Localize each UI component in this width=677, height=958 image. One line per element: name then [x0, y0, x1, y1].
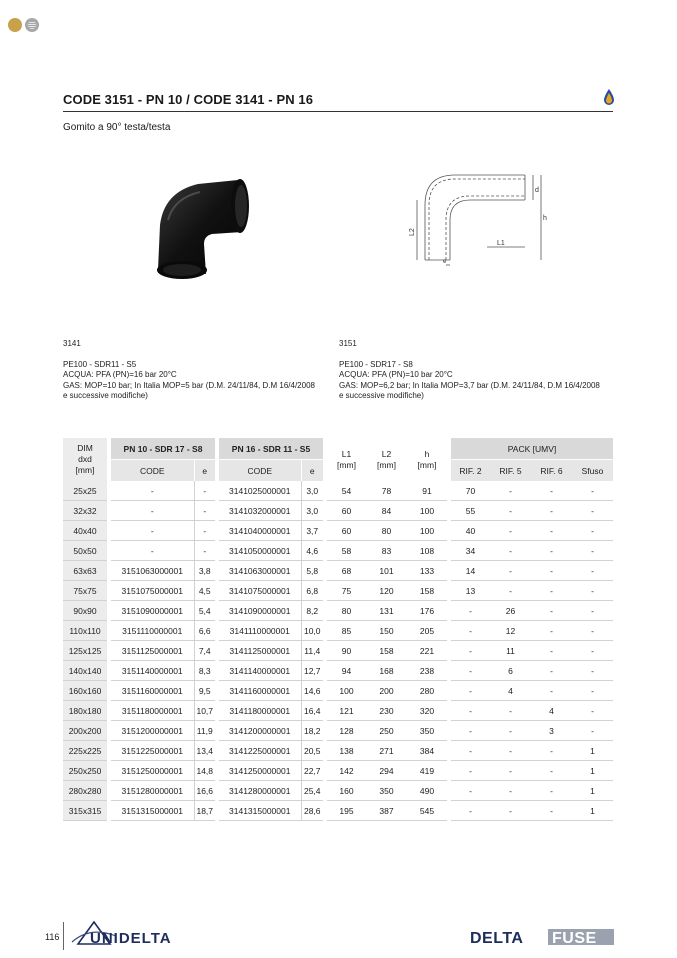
- pack-col-header: Sfuso: [572, 460, 613, 482]
- table-row: [63, 581, 613, 601]
- table-cell: 250x250: [63, 761, 109, 781]
- table-cell: 271: [366, 741, 407, 761]
- table-cell: 545: [407, 801, 449, 821]
- table-cell: 3141090000001: [217, 601, 301, 621]
- elbow-fitting-photo: [150, 170, 285, 280]
- table-cell: 3141180000001: [217, 701, 301, 721]
- table-cell: 238: [407, 661, 449, 681]
- page-number: 116: [45, 932, 60, 942]
- h-header: h [mm]: [407, 438, 449, 481]
- table-row: [63, 681, 613, 701]
- table-cell: 3151200000001: [109, 721, 194, 741]
- table-cell: 121: [325, 701, 366, 721]
- table-cell: -: [490, 721, 531, 741]
- page-number-divider: [63, 922, 64, 950]
- table-cell: 16,4: [301, 701, 325, 721]
- table-cell: -: [490, 581, 531, 601]
- table-cell: 280: [407, 681, 449, 701]
- unidelta-logo: [70, 918, 210, 948]
- table-cell: 11,9: [194, 721, 217, 741]
- table-cell: 58: [325, 541, 366, 561]
- table-cell: 25,4: [301, 781, 325, 801]
- table-cell: 3141025000001: [217, 481, 301, 501]
- table-cell: 100: [407, 501, 449, 521]
- table-cell: 200x200: [63, 721, 109, 741]
- table-cell: 12,7: [301, 661, 325, 681]
- table-cell: 3141315000001: [217, 801, 301, 821]
- table-cell: -: [490, 741, 531, 761]
- table-cell: -: [572, 701, 613, 721]
- table-cell: 14,6: [301, 681, 325, 701]
- table-cell: 4,6: [301, 541, 325, 561]
- spec-line: ACQUA: PFA (PN)=10 bar 20°C: [339, 370, 453, 379]
- table-cell: 150: [366, 621, 407, 641]
- table-row: [63, 561, 613, 581]
- table-cell: 100: [325, 681, 366, 701]
- table-cell: 3141200000001: [217, 721, 301, 741]
- page-title: CODE 3151 - PN 10 / CODE 3141 - PN 16: [63, 92, 314, 107]
- table-cell: 3141140000001: [217, 661, 301, 681]
- table-cell: 168: [366, 661, 407, 681]
- table-cell: 160x160: [63, 681, 109, 701]
- group-pn10-header: PN 10 - SDR 17 - S8: [109, 438, 217, 460]
- table-cell: -: [490, 801, 531, 821]
- table-cell: -: [531, 621, 572, 641]
- table-row: [63, 761, 613, 781]
- table-cell: -: [572, 521, 613, 541]
- table-cell: 70: [449, 481, 490, 501]
- pack-col-header: RIF. 6: [531, 460, 572, 482]
- table-cell: 90x90: [63, 601, 109, 621]
- table-row: [63, 481, 613, 501]
- table-cell: 54: [325, 481, 366, 501]
- pack-header: PACK [UMV]: [449, 438, 613, 460]
- table-body: [63, 481, 613, 821]
- table-cell: -: [194, 541, 217, 561]
- table-cell: 90: [325, 641, 366, 661]
- table-cell: 3141032000001: [217, 501, 301, 521]
- table-cell: 158: [407, 581, 449, 601]
- table-cell: 60: [325, 521, 366, 541]
- table-cell: -: [490, 781, 531, 801]
- table-cell: 12: [490, 621, 531, 641]
- table-cell: 133: [407, 561, 449, 581]
- table-cell: -: [109, 521, 194, 541]
- table-cell: 63x63: [63, 561, 109, 581]
- table-row: [63, 741, 613, 761]
- table-cell: 160: [325, 781, 366, 801]
- table-cell: -: [194, 481, 217, 501]
- dim-l1-label: L1: [497, 240, 505, 247]
- table-cell: 176: [407, 601, 449, 621]
- table-cell: -: [531, 501, 572, 521]
- table-cell: 11: [490, 641, 531, 661]
- pack-col-header: RIF. 2: [449, 460, 490, 482]
- table-cell: 4: [490, 681, 531, 701]
- table-cell: 3141225000001: [217, 741, 301, 761]
- unidelta-logo-text: UNIDELTA: [90, 930, 172, 947]
- deltafuse-logo-text-b: FUSE: [552, 930, 597, 946]
- table-cell: 22,7: [301, 761, 325, 781]
- table-cell: 3151160000001: [109, 681, 194, 701]
- table-row: [63, 601, 613, 621]
- table-cell: 3141160000001: [217, 681, 301, 701]
- table-cell: -: [449, 601, 490, 621]
- table-cell: 158: [366, 641, 407, 661]
- table-cell: 384: [407, 741, 449, 761]
- dim-l2-label: L2: [409, 228, 416, 236]
- table-cell: 315x315: [63, 801, 109, 821]
- spec-code: 3141: [63, 339, 81, 348]
- dim-d-label: d: [535, 187, 539, 194]
- table-cell: 3,0: [301, 481, 325, 501]
- group-pn16-header: PN 16 - SDR 11 - S5: [217, 438, 325, 460]
- table-cell: -: [531, 521, 572, 541]
- title-divider: [63, 111, 613, 112]
- table-cell: -: [490, 501, 531, 521]
- dim-header: DIM dxd [mm]: [63, 438, 109, 481]
- table-cell: 32x32: [63, 501, 109, 521]
- table-cell: -: [531, 661, 572, 681]
- table-cell: 128: [325, 721, 366, 741]
- table-cell: 16,6: [194, 781, 217, 801]
- spec-line: ACQUA: PFA (PN)=16 bar 20°C: [63, 370, 177, 379]
- table-cell: 320: [407, 701, 449, 721]
- table-cell: 55: [449, 501, 490, 521]
- table-cell: -: [531, 741, 572, 761]
- table-cell: 3151180000001: [109, 701, 194, 721]
- table-cell: 5,4: [194, 601, 217, 621]
- e-header: e: [194, 460, 217, 482]
- table-cell: 195: [325, 801, 366, 821]
- table-cell: 6: [490, 661, 531, 681]
- table-cell: -: [572, 721, 613, 741]
- table-cell: -: [109, 501, 194, 521]
- spec-block-3151: [339, 339, 600, 402]
- table-cell: 3151250000001: [109, 761, 194, 781]
- spec-block-3141: [63, 339, 315, 402]
- table-cell: 3,7: [301, 521, 325, 541]
- table-cell: 221: [407, 641, 449, 661]
- table-cell: 1: [572, 741, 613, 761]
- table-cell: -: [531, 601, 572, 621]
- table-cell: -: [531, 781, 572, 801]
- table-cell: 294: [366, 761, 407, 781]
- table-cell: -: [490, 701, 531, 721]
- table-cell: 3141110000001: [217, 621, 301, 641]
- l2-header: L2 [mm]: [366, 438, 407, 481]
- table-cell: -: [572, 481, 613, 501]
- product-subtitle: Gomito a 90° testa/testa: [63, 122, 171, 133]
- table-cell: -: [531, 801, 572, 821]
- table-cell: 131: [366, 601, 407, 621]
- table-cell: 3151315000001: [109, 801, 194, 821]
- table-cell: 4: [531, 701, 572, 721]
- table-cell: 120: [366, 581, 407, 601]
- table-cell: 490: [407, 781, 449, 801]
- table-cell: 85: [325, 621, 366, 641]
- table-cell: 3151075000001: [109, 581, 194, 601]
- table-cell: 75: [325, 581, 366, 601]
- table-cell: 91: [407, 481, 449, 501]
- table-row: [63, 721, 613, 741]
- table-cell: 230: [366, 701, 407, 721]
- table-cell: 180x180: [63, 701, 109, 721]
- table-cell: -: [449, 661, 490, 681]
- spec-line: e successive modifiche): [63, 391, 148, 400]
- table-cell: 387: [366, 801, 407, 821]
- table-cell: 1: [572, 801, 613, 821]
- gold-dot-icon: [8, 18, 22, 32]
- table-cell: 5,8: [301, 561, 325, 581]
- dim-h-label: h: [543, 215, 547, 222]
- table-cell: 101: [366, 561, 407, 581]
- dimensions-table: [63, 438, 613, 821]
- table-cell: 78: [366, 481, 407, 501]
- pack-col-header: RIF. 5: [490, 460, 531, 482]
- table-row: [63, 501, 613, 521]
- table-cell: -: [194, 501, 217, 521]
- table-cell: 11,4: [301, 641, 325, 661]
- e-header: e: [301, 460, 325, 482]
- table-cell: 138: [325, 741, 366, 761]
- table-cell: 3141050000001: [217, 541, 301, 561]
- table-cell: 125x125: [63, 641, 109, 661]
- table-cell: 3141280000001: [217, 781, 301, 801]
- water-gas-drop-icon: [603, 88, 615, 106]
- table-cell: 6,8: [301, 581, 325, 601]
- table-cell: 100: [407, 521, 449, 541]
- table-cell: 6,6: [194, 621, 217, 641]
- table-cell: 94: [325, 661, 366, 681]
- table-cell: 80: [366, 521, 407, 541]
- table-cell: -: [449, 761, 490, 781]
- table-cell: -: [531, 481, 572, 501]
- table-cell: 3151090000001: [109, 601, 194, 621]
- table-cell: -: [572, 641, 613, 661]
- table-cell: -: [572, 661, 613, 681]
- table-cell: 10,7: [194, 701, 217, 721]
- table-row: [63, 541, 613, 561]
- table-cell: -: [572, 561, 613, 581]
- table-cell: -: [194, 521, 217, 541]
- table-row: [63, 781, 613, 801]
- table-cell: 50x50: [63, 541, 109, 561]
- table-cell: 40x40: [63, 521, 109, 541]
- table-cell: 1: [572, 781, 613, 801]
- table-cell: 3141250000001: [217, 761, 301, 781]
- table-cell: 18,7: [194, 801, 217, 821]
- table-cell: -: [109, 541, 194, 561]
- table-row: [63, 621, 613, 641]
- table-cell: 60: [325, 501, 366, 521]
- table-cell: 280x280: [63, 781, 109, 801]
- table-row: [63, 521, 613, 541]
- table-cell: -: [490, 561, 531, 581]
- table-cell: 14,8: [194, 761, 217, 781]
- dim-e-label: e: [443, 259, 447, 265]
- table-cell: 350: [407, 721, 449, 741]
- table-cell: -: [449, 621, 490, 641]
- table-cell: 3151140000001: [109, 661, 194, 681]
- table-cell: 34: [449, 541, 490, 561]
- table-cell: 3141125000001: [217, 641, 301, 661]
- table-cell: -: [531, 761, 572, 781]
- table-cell: 8,2: [301, 601, 325, 621]
- table-cell: 3141063000001: [217, 561, 301, 581]
- table-row: [63, 641, 613, 661]
- table-cell: 26: [490, 601, 531, 621]
- table-cell: -: [449, 801, 490, 821]
- table-cell: -: [449, 681, 490, 701]
- table-cell: -: [531, 561, 572, 581]
- table-cell: 84: [366, 501, 407, 521]
- table-cell: 20,5: [301, 741, 325, 761]
- table-cell: -: [531, 541, 572, 561]
- table-row: [63, 701, 613, 721]
- table-cell: 108: [407, 541, 449, 561]
- table-cell: -: [490, 481, 531, 501]
- table-cell: 8,3: [194, 661, 217, 681]
- spec-line: e successive modifiche): [339, 391, 424, 400]
- spec-line: PE100 - SDR11 - S5: [63, 359, 137, 369]
- table-cell: 205: [407, 621, 449, 641]
- table-row: [63, 801, 613, 821]
- table-cell: 3151225000001: [109, 741, 194, 761]
- table-cell: -: [490, 541, 531, 561]
- spec-line: GAS: MOP=6,2 bar; In Italia MOP=3,7 bar (D.M. 24/11/84, D.M 16/4/2008: [339, 380, 600, 390]
- code-header: CODE: [109, 460, 194, 482]
- table-row: [63, 661, 613, 681]
- table-cell: -: [572, 681, 613, 701]
- grey-dot-icon: [25, 18, 39, 32]
- table-cell: 68: [325, 561, 366, 581]
- table-cell: 75x75: [63, 581, 109, 601]
- table-cell: 3: [531, 721, 572, 741]
- table-cell: 140x140: [63, 661, 109, 681]
- table-cell: -: [531, 581, 572, 601]
- table-cell: 3141040000001: [217, 521, 301, 541]
- elbow-technical-drawing: [405, 165, 555, 270]
- table-cell: -: [449, 741, 490, 761]
- table-cell: 250: [366, 721, 407, 741]
- table-cell: -: [109, 481, 194, 501]
- table-cell: -: [531, 641, 572, 661]
- table-cell: 13,4: [194, 741, 217, 761]
- table-cell: 80: [325, 601, 366, 621]
- table-cell: 3151125000001: [109, 641, 194, 661]
- deltafuse-logo-text-a: DELTA: [470, 930, 524, 946]
- table-cell: 18,2: [301, 721, 325, 741]
- spec-line: GAS: MOP=10 bar; In Italia MOP=5 bar (D.M. 24/11/84, D.M 16/4/2008: [63, 380, 315, 390]
- table-cell: -: [449, 781, 490, 801]
- table-cell: -: [572, 621, 613, 641]
- table-cell: -: [490, 521, 531, 541]
- table-cell: 3,8: [194, 561, 217, 581]
- table-cell: -: [531, 681, 572, 701]
- table-cell: 350: [366, 781, 407, 801]
- table-cell: 419: [407, 761, 449, 781]
- table-cell: 28,6: [301, 801, 325, 821]
- table-cell: 3,0: [301, 501, 325, 521]
- table-cell: 142: [325, 761, 366, 781]
- table-cell: 3151110000001: [109, 621, 194, 641]
- deltafuse-logo: [470, 928, 615, 946]
- table-cell: 13: [449, 581, 490, 601]
- table-cell: 3141075000001: [217, 581, 301, 601]
- table-cell: -: [449, 721, 490, 741]
- table-cell: -: [572, 501, 613, 521]
- table-cell: -: [490, 761, 531, 781]
- table-cell: 200: [366, 681, 407, 701]
- table-cell: -: [572, 581, 613, 601]
- table-cell: 4,5: [194, 581, 217, 601]
- table-cell: -: [449, 641, 490, 661]
- table-cell: -: [572, 541, 613, 561]
- spec-code: 3151: [339, 339, 357, 348]
- table-cell: 110x110: [63, 621, 109, 641]
- table-cell: 7,4: [194, 641, 217, 661]
- table-cell: 14: [449, 561, 490, 581]
- table-cell: 225x225: [63, 741, 109, 761]
- table-cell: 25x25: [63, 481, 109, 501]
- table-cell: 3151280000001: [109, 781, 194, 801]
- table-cell: 83: [366, 541, 407, 561]
- table-cell: 1: [572, 761, 613, 781]
- table-cell: 9,5: [194, 681, 217, 701]
- table-cell: -: [449, 701, 490, 721]
- table-cell: 3151063000001: [109, 561, 194, 581]
- table-cell: 10,0: [301, 621, 325, 641]
- code-header: CODE: [217, 460, 301, 482]
- l1-header: L1 [mm]: [325, 438, 366, 481]
- spec-line: PE100 - SDR17 - S8: [339, 359, 413, 369]
- table-cell: -: [572, 601, 613, 621]
- table-cell: 40: [449, 521, 490, 541]
